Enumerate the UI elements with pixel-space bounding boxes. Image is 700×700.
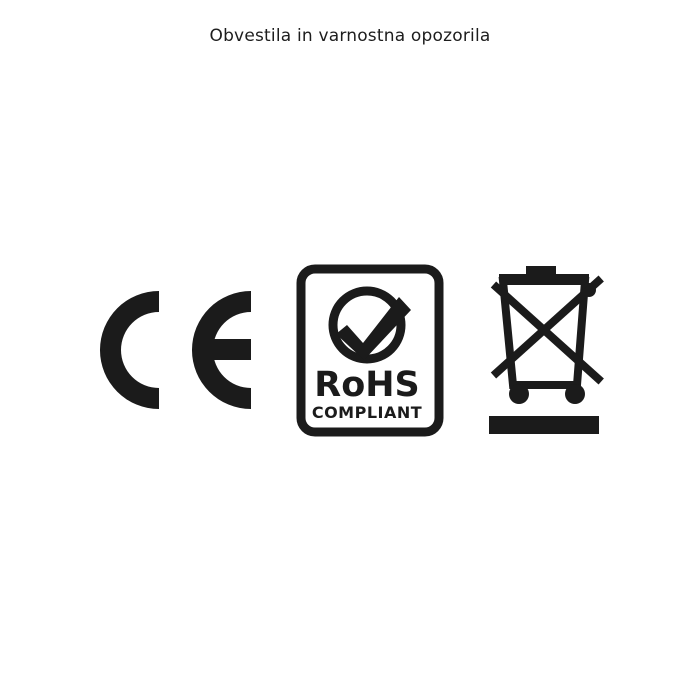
page-title: Obvestila in varnostna opozorila (209, 26, 491, 46)
crossed-out-wheelie-bin-icon (479, 260, 609, 440)
compliance-symbol-row (0, 255, 700, 445)
weee-symbol (479, 260, 609, 440)
rohs-compliant-icon (295, 263, 445, 438)
rohs-label: RoHS (314, 364, 420, 405)
rohs-compliant-label: COMPLIANT (311, 402, 423, 422)
ce-marking-symbol (91, 275, 261, 425)
ce-mark-icon (91, 275, 261, 425)
rohs-compliant-symbol (295, 263, 445, 438)
